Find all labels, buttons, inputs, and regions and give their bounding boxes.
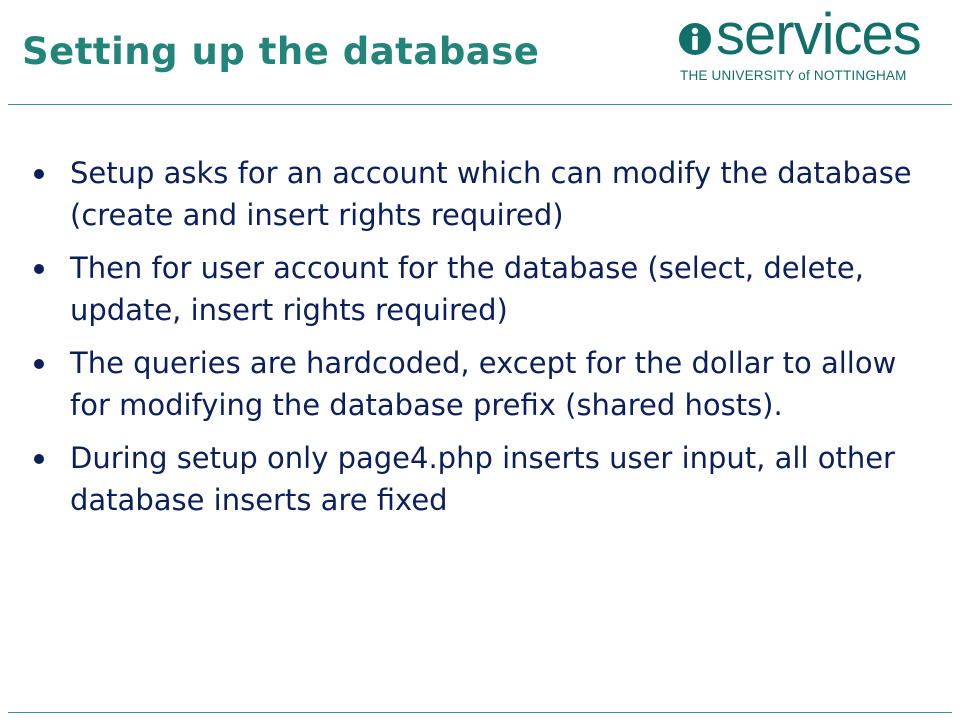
bullet-text: Then for user account for the database (select, delete, update, insert rights required) — [70, 251, 864, 327]
info-icon — [678, 22, 712, 56]
bullet-dot-icon — [34, 169, 44, 179]
bullet-dot-icon — [34, 454, 44, 464]
bullet-list — [28, 152, 940, 532]
bullet-dot-icon — [34, 359, 44, 369]
iservices-logo — [672, 2, 944, 90]
logo-subtitle: THE UNIVERSITY of NOTTINGHAM — [680, 68, 907, 83]
slide-title: Setting up the database — [22, 30, 540, 73]
bullet-dot-icon — [34, 264, 44, 274]
bullet-text: During setup only page4.php inserts user input, all other database inserts are fixed — [70, 441, 895, 517]
bullet-text: The queries are hardcoded, except for the dollar to allow for modifying the database prefix (shared hosts). — [70, 346, 897, 422]
bullet-item — [28, 437, 940, 521]
bullet-item — [28, 152, 940, 236]
bullet-item — [28, 342, 940, 426]
logo-wordmark: services — [716, 2, 921, 67]
footer-divider — [8, 712, 952, 713]
bullet-text: Setup asks for an account which can modify the database (create and insert rights required) — [70, 156, 912, 232]
header-divider — [8, 104, 952, 105]
bullet-item — [28, 247, 940, 331]
